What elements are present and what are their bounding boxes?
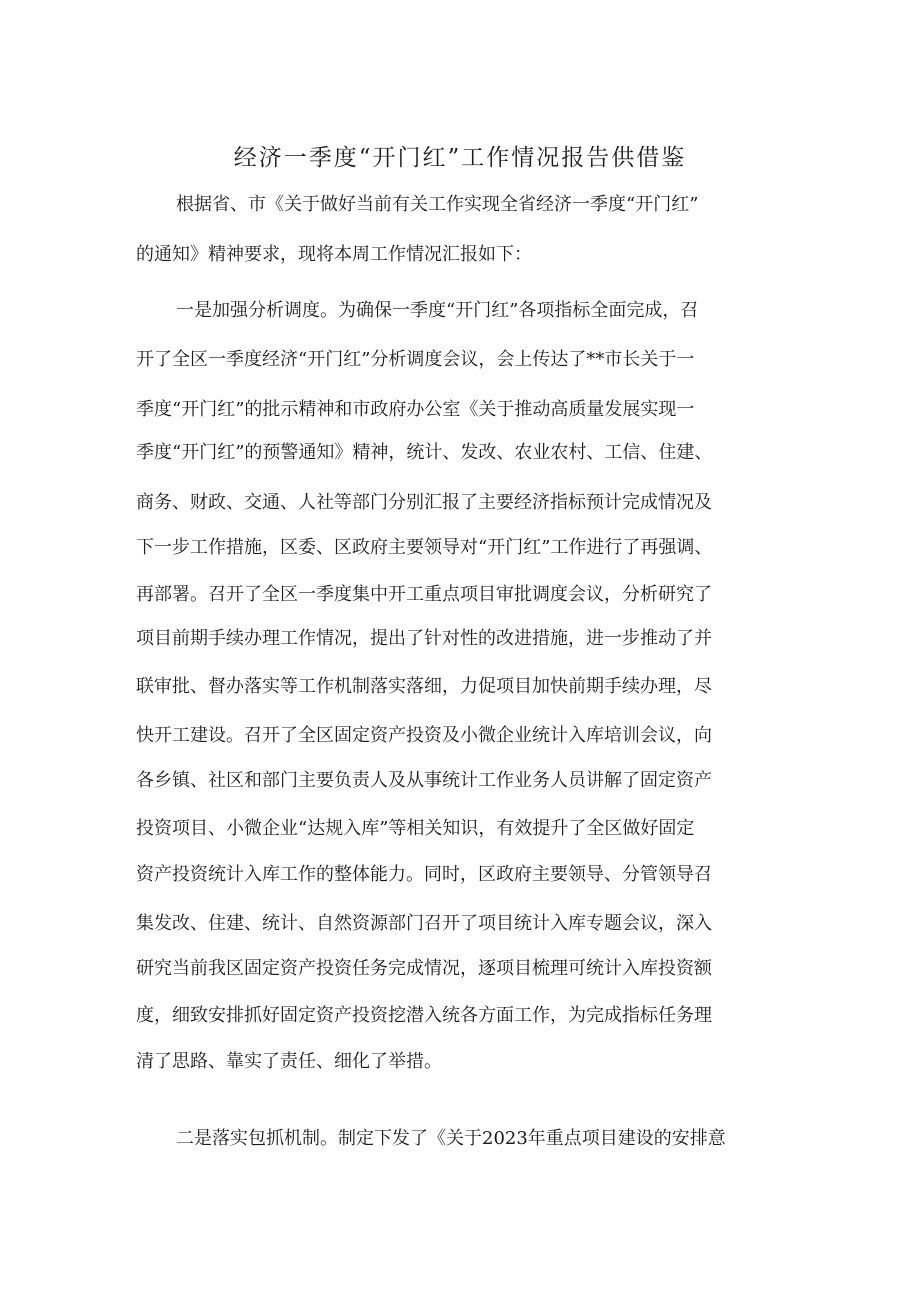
text-line: 联审批、督办落实等工作机制落实落细，力促项目加快前期手续办理，尽 — [136, 676, 712, 697]
text-line: 一是加强分析调度。为确保一季度“开门红”各项指标全面完成，召 — [176, 300, 699, 321]
text-line: 二是落实包抓机制。制定下发了《关于2023年重点项目建设的安排意 — [176, 1128, 726, 1149]
text-line: 资产投资统计入库工作的整体能力。同时，区政府主要领导、分管领导召 — [136, 864, 712, 885]
text-line: 开了全区一季度经济“开门红”分析调度会议，会上传达了**市长关于一 — [136, 349, 695, 370]
text-line: 投资项目、小微企业“达规入库”等相关知识，有效提升了全区做好固定 — [136, 818, 695, 839]
text-line: 的通知》精神要求，现将本周工作情况汇报如下： — [136, 244, 532, 265]
text-line: 各乡镇、社区和部门主要负责人及从事统计工作业务人员讲解了固定资产 — [136, 770, 712, 791]
text-line: 再部署。召开了全区一季度集中开工重点项目审批调度会议，分析研究了 — [136, 584, 712, 605]
text-line: 度，细致安排抓好固定资产投资挖潜入统各方面工作，为完成指标任务理 — [136, 1005, 712, 1026]
text-line: 研究当前我区固定资产投资任务完成情况，逐项目梳理可统计入库投资额 — [136, 958, 712, 979]
text-line: 季度“开门红”的预警通知》精神，统计、发改、农业农村、工信、住建、 — [136, 442, 713, 463]
text-line: 集发改、住建、统计、自然资源部门召开了项目统计入库专题会议，深入 — [136, 913, 712, 934]
text-line: 季度“开门红”的批示精神和市政府办公室《关于推动高质量发展实现一 — [136, 399, 695, 420]
text-line: 下一步工作措施，区委、区政府主要领导对“开门红”工作进行了再强调、 — [136, 537, 713, 558]
text-line: 商务、财政、交通、人社等部门分别汇报了主要经济指标预计完成情况及 — [136, 492, 712, 513]
text-line: 根据省、市《关于做好当前有关工作实现全省经济一季度“开门红” — [176, 194, 699, 215]
text-line: 快开工建设。召开了全区固定资产投资及小微企业统计入库培训会议，向 — [136, 725, 712, 746]
text-line: 项目前期手续办理工作情况，提出了针对性的改进措施，进一步推动了并 — [136, 628, 712, 649]
text-line: 清了思路、靠实了责任、细化了举措。 — [136, 1051, 442, 1072]
document-title: 经济一季度“开门红”工作情况报告供借鉴 — [233, 145, 687, 171]
